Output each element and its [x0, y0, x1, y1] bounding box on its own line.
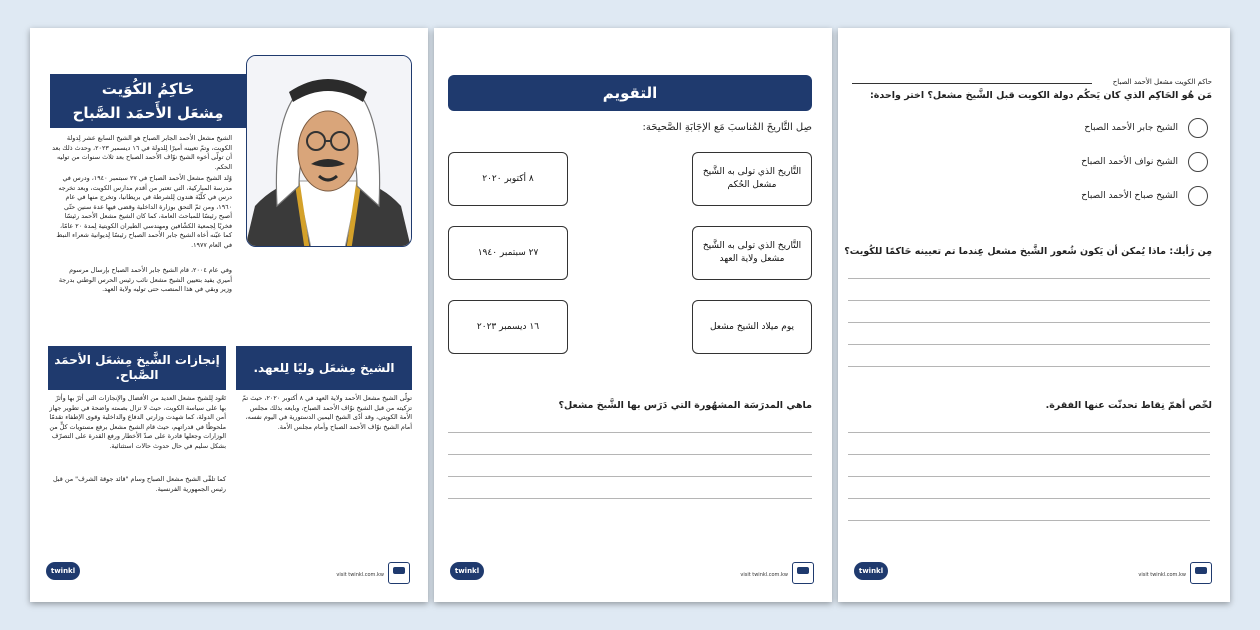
- opinion-question: مِن رَأيك: ماذا يُمكن أن يَكون شُعور الشَّيخ مشعل عِندما تم تعيينه حَاكمًا للكُويت؟: [844, 246, 1212, 257]
- portrait-illustration: [246, 55, 412, 247]
- badge-icon: [388, 562, 410, 584]
- option-radio-jaber[interactable]: [1188, 118, 1208, 138]
- answer-line[interactable]: [848, 520, 1210, 521]
- option-radio-nawaf[interactable]: [1188, 152, 1208, 172]
- footer-url: visit twinkl.com.kw: [336, 572, 384, 578]
- twinkl-logo: twinkl: [854, 562, 888, 580]
- badge-icon: [792, 562, 814, 584]
- option-label-nawaf: الشيخ نواف الأحمد الصباح: [1081, 157, 1178, 167]
- answer-line[interactable]: [448, 476, 812, 477]
- matching-instruction: صِل التَّاريخَ المُناسبَ مَع الإجَابَةِ الصَّحيحَة:: [642, 122, 812, 133]
- footer-url: visit twinkl.com.kw: [1138, 572, 1186, 578]
- award-paragraph: كما تلقّى الشيخ مشعل الصباح وسام "قائد جوقة الشرف" من قبل رئيس الجمهورية الفرنسية.: [52, 475, 226, 493]
- answer-line[interactable]: [848, 498, 1210, 499]
- achievements-heading: إنجازات الشَّيخ مِشعَل الأحمَد الصَّباح.: [48, 346, 226, 390]
- answer-line[interactable]: [848, 300, 1210, 301]
- intro-paragraph: الشيخ مشعل الأحمد الجابر الصباح هو الشيخ السابع عشر لِدولة الكويت، وتمّ تعيينه أميرًا لِلدولة في ١٦ ديسمبر ٢٠٢٣، وحدث ذلك بعد أن تولّى أخوه الشيخ نوّاف الأحمد الصباح بعد ثلاث سنوات من توليه الحكم.: [52, 134, 232, 171]
- bio-paragraph: وُلد الشيخ مشعل الأحمد الصباح في ٢٧ سبتمبر ١٩٤٠، ودرس في مدرسة المباركية، التي تعتبر من أقدم مدارس الكويت، وبعد تخرجه درس في كلّيّة هندون لِلشرطة في بريطانيا، وتخرج منها في عام ١٩٦٠، ومن ثمّ التحق بوزارة الداخلية وقضى فيها عدة سنين حتّى أصبح رئيسًا للمباحث العامة، كما كان الشيخ مشعل الأحمد رئيسًا فخريًا لِجمعية الكشّافين ومهندسي الطيران الكويتية لِمدة ٢٠ عامًا، كما عيّنه أخاه الشيخ جابر الأحمد الصباح رئيسًا لِديوانية شعراء النبط في العام ١٩٧٧.: [56, 174, 232, 249]
- calendar-title: التقويم: [448, 75, 812, 111]
- title-line-1: حَاكِمُ الكُوَيت: [101, 80, 195, 98]
- page-questions: [838, 28, 1230, 602]
- option-radio-sabah[interactable]: [1188, 186, 1208, 206]
- page-fact-sheet: [30, 28, 428, 602]
- answer-line[interactable]: [848, 344, 1210, 345]
- answer-line[interactable]: [848, 278, 1210, 279]
- twinkl-logo: twinkl: [46, 562, 80, 580]
- crown-prince-heading: الشيخ مِشعَل وليًا لِلعهد.: [236, 346, 412, 390]
- match-date-2023[interactable]: ١٦ ديسمبر ٢٠٢٣: [448, 300, 568, 354]
- match-prompt-birthday[interactable]: يوم ميلاد الشيخ مشعل: [692, 300, 812, 354]
- answer-line[interactable]: [848, 366, 1210, 367]
- header-rule: [852, 83, 1092, 84]
- sheikh-portrait-icon: [246, 56, 411, 247]
- page-title: [50, 74, 246, 128]
- previous-ruler-question: مَن هُو الحَاكِم الذي كان يَحكُم دولة الكويت قبل الشَّيخ مشعل؟ اختر واحدة:: [869, 90, 1212, 101]
- answer-line[interactable]: [448, 454, 812, 455]
- page-header: حاكم الكويت مشعل الأحمد الصباح: [1112, 78, 1212, 86]
- twinkl-logo: twinkl: [450, 562, 484, 580]
- page-calendar: [434, 28, 832, 602]
- answer-line[interactable]: [848, 454, 1210, 455]
- summary-question: لخّص أهمّ نِقاط تحدثّت عنها الفقرة.: [1045, 400, 1212, 411]
- answer-line[interactable]: [848, 322, 1210, 323]
- footer-url: visit twinkl.com.kw: [740, 572, 788, 578]
- match-prompt-crown-prince[interactable]: التَّاريخ الذي تولى به الشَّيخ مشعل ولاية العهد: [692, 226, 812, 280]
- answer-line[interactable]: [848, 476, 1210, 477]
- option-label-jaber: الشيخ جابر الأحمد الصباح: [1084, 123, 1178, 133]
- match-date-2020[interactable]: ٨ أكتوبر ٢٠٢٠: [448, 152, 568, 206]
- badge-icon: [1190, 562, 1212, 584]
- answer-line[interactable]: [848, 432, 1210, 433]
- school-question: ماهي المدرَسَة المشهُورة التي دَرَس بها الشَّيخ مشعل؟: [558, 400, 812, 411]
- answer-line[interactable]: [448, 432, 812, 433]
- match-date-1940[interactable]: ٢٧ سبتمبر ١٩٤٠: [448, 226, 568, 280]
- deputy-paragraph: وفي عام ٢٠٠٤، قام الشيخ جابر الأحمد الصباح بإرسال مرسوم أميري يفيد بتعيين الشيخ مشعل نائب رئيس الحرس الوطني بدرجة وزير وبقي في هذا المنصب حتى توليه ولاية العهد.: [58, 266, 232, 293]
- achievements-paragraph: تَعُود لِلشيخ مشعل العديد من الأفضال والإنجازات التي أثرّ بها وأثرّ بها على سياسة الكويت، حيث لا تزال بصمته واضحة في تطوير جهاز أمن الدولة، كما شهدت وزارتي الدفاع والداخلية وقوى الإطفاء تقدمًا ملحوظًا في قدراتهم، حيث قام الشيخ مشعل برفع مستويات كلٍّ من الوزارات وجعلها قادرة على صدّ الأخطار ورفع القدرة على التصرّف بشكل سليم في حال حدوث حالات استثنائية.: [49, 394, 226, 450]
- option-label-sabah: الشيخ صباح الأحمد الصباح: [1081, 191, 1178, 201]
- crown-prince-paragraph: تولّى الشيخ مشعل الأحمد ولاية العهد في ٨ أكتوبر ٢٠٢٠، حيث تمّ تزكيته من قبل الشيخ نوّاف الأحمد الصباح، وبايعه بذلك مجلس الأمة الكويتي، وقد أدّى الشيخ اليمين الدستورية في اليوم نفسه، أمام الشيخ نوّاف الأحمد الصباح وأمام مجلس الأمة.: [242, 394, 412, 431]
- answer-line[interactable]: [448, 498, 812, 499]
- match-prompt-rule[interactable]: التَّاريخ الذي تولى به الشَّيخ مشعل الحُكم: [692, 152, 812, 206]
- title-line-2: مِشعَل الأَحمَد الصَّباح: [72, 104, 224, 122]
